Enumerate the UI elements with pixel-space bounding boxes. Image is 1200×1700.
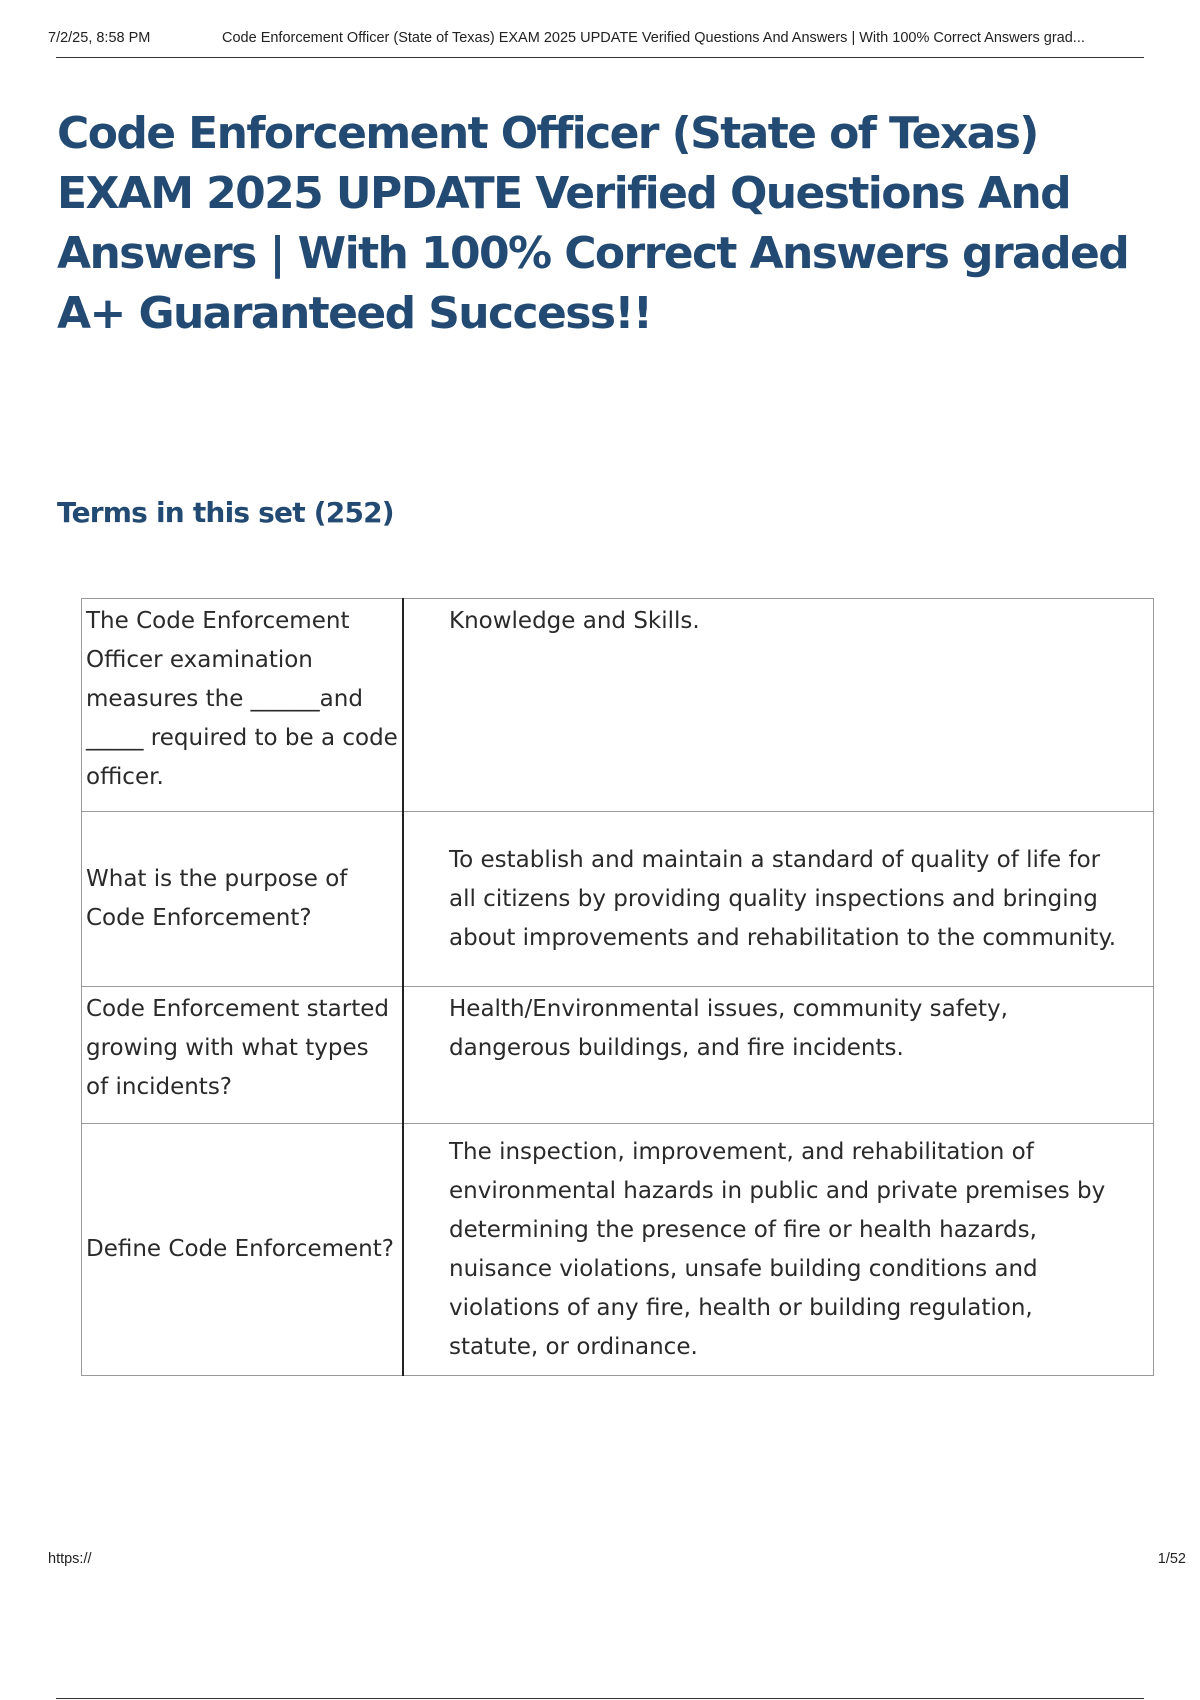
definition-cell: Knowledge and Skills. (403, 599, 1154, 812)
table-row (82, 812, 1154, 987)
table-row (82, 1124, 1154, 1376)
term-cell: Code Enforcement started growing with what types of incidents? (82, 987, 404, 1124)
term-cell: The Code Enforcement Officer examination measures the ______and _____ required to be a code officer. (82, 599, 404, 812)
print-date: 7/2/25, 8:58 PM (48, 30, 151, 46)
term-cell: What is the purpose of Code Enforcement? (82, 812, 404, 987)
page-number: 1/52 (1157, 1551, 1186, 1567)
term-cell: Define Code Enforcement? (82, 1124, 404, 1376)
terms-count-heading: Terms in this set (252) (57, 496, 394, 529)
definition-cell: Health/Environmental issues, community safety, dangerous buildings, and fire incidents. (403, 987, 1154, 1124)
terms-table (81, 598, 1154, 1376)
definition-cell: To establish and maintain a standard of quality of life for all citizens by providing quality inspections and bringing about improvements and rehabilitation to the community. (403, 812, 1154, 987)
table-row (82, 987, 1154, 1124)
footer-divider (56, 1698, 1144, 1699)
definition-cell: The inspection, improvement, and rehabilitation of environmental hazards in public and private premises by determining the presence of fire or health hazards, nuisance violations, unsafe building conditions and violations of any fire, health or building regulation, statute, or ordinance. (403, 1124, 1154, 1376)
table-row (82, 599, 1154, 812)
print-header-title: Code Enforcement Officer (State of Texas) EXAM 2025 UPDATE Verified Questions And Answers | With 100% Correct Answers grad... (222, 30, 1085, 46)
footer-url: https:// (48, 1551, 92, 1567)
header-divider (56, 57, 1144, 58)
document-title: Code Enforcement Officer (State of Texas) EXAM 2025 UPDATE Verified Questions And Answers | With 100% Correct Answers graded A+ Guaranteed Success!! (57, 108, 1129, 339)
